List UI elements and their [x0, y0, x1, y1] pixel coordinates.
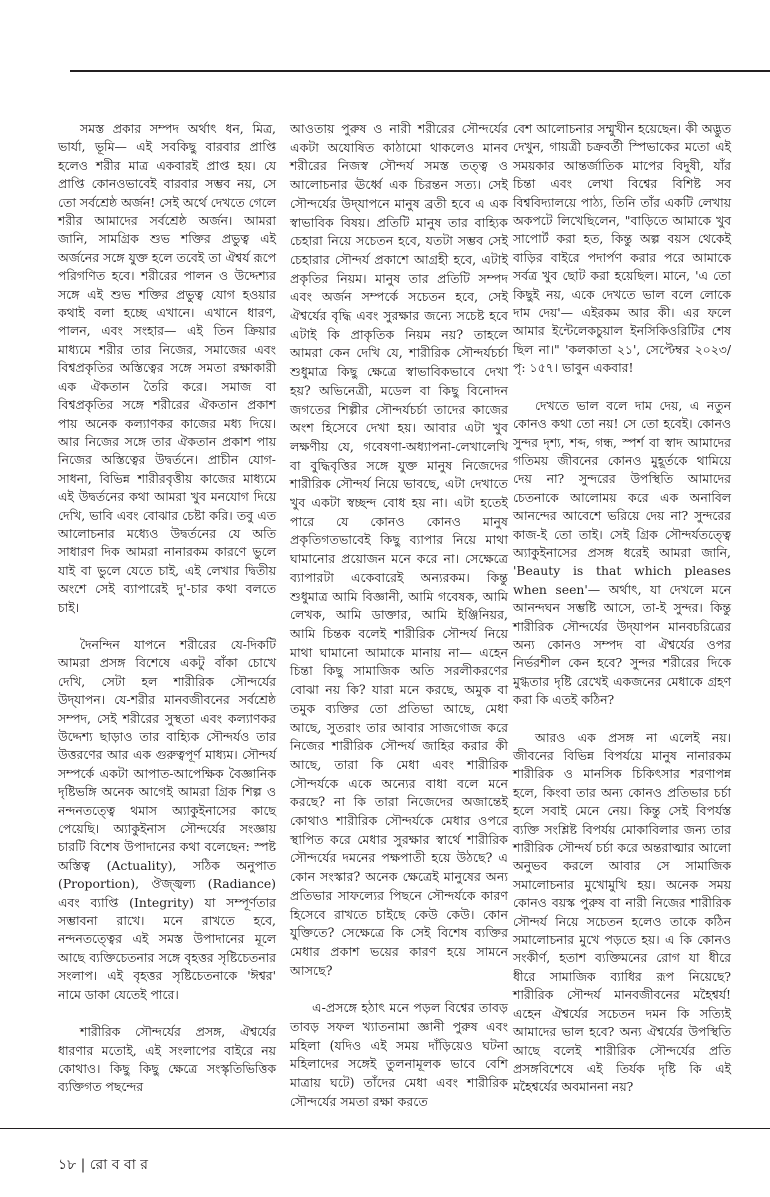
header-rule: [70, 70, 770, 72]
paragraph: সমস্ত প্রকার সম্পদ অর্থাৎ ধন, মিত্র, ভার্যা, ভূমি— এই সবকিছু বারবার প্রাপ্তি হলেও শরীর মাত্র একবারই প্রাপ্ত হয়। যে প্রাপ্তি কোনওভাবেই বারবার সম্ভব নয়, সে তো সর্বশ্রেষ্ঠ অর্জন! সেই অর্থে দেখতে গেলে শরীর আমাদের সর্বশ্রেষ্ঠ অর্জন। আমরা জানি, সামগ্রিক শুভ শক্তির প্রভুত্ব এই অর্জনের সঙ্গে যুক্ত হলে তবেই তা ঐশ্বর্য রূপে পরিগণিত হবে। শরীরের পালন ও উদ্দেশ্যর সঙ্গে এই শুভ শক্তির প্রভুত্ব যোগ হওয়ার কথাই বলা হচ্ছে এখানে। এখানে ধারণ, পালন, এবং সংহার— এই তিন ক্রিয়ার মাধ্যমে শরীর তার নিজের, সমাজের এবং বিশ্বপ্রকৃতির অস্তিত্বের সঙ্গে সমতা রক্ষাকারী এক ঐকতান তৈরি করে। সমাজ বা বিশ্বপ্রকৃতির সঙ্গে শরীরের ঐকতান প্রকাশ পায় অনেক কল্যাণকর কাজের মধ্য দিয়ে। আর নিজের সঙ্গে তার ঐকতান প্রকাশ পায় নিজের অস্তিত্বের উদ্বর্তনে। প্রাচীন যোগ-সাধনা, বিভিন্ন শারীরবৃত্তীয় কাজের মাধ্যমে এই উদ্বর্তনের কথা আমরা খুব মনযোগ দিয়ে দেখি, ভাবি এবং বোঝার চেষ্টা করি। তবু এত আলোচনার মধ্যেও উদ্বর্তনের যে অতি সাধারণ দিক আমরা নানারকম কারণে ভুলে যাই বা ভুলে যেতে চাই, এই লেখার দ্বিতীয় অংশে সেই ব্যাপারেই দু'-চার কথা বলতে চাই।: [58, 121, 276, 615]
text-column-3: [513, 120, 731, 1097]
page-number: ১৮: [58, 1157, 77, 1173]
text-column-1: [58, 120, 276, 1097]
paragraph: এ-প্রসঙ্গে হঠাৎ মনে পড়ল বিশ্বের তাবড় তাবড় সফল খ্যাতনামা জ্ঞানী পুরুষ এবং মহিলা (যদিও এই সময় দাঁড়িয়েও ঘটনা মহিলাদের সঙ্গেই তুলনামূলক ভাবে বেশি মাত্রায় ঘটে) তাঁদের মেধা এবং শারীরিক সৌন্দর্যের সমতা রক্ষা করতে: [290, 1000, 508, 1109]
text-column-2: [290, 120, 508, 1112]
paragraph: বেশ আলোচনার সম্মুখীন হয়েছেন। কী অদ্ভুত দেখুন, গায়ত্রী চক্রবর্তী স্পিভাকের মতো এই সময়কার আন্তর্জাতিক মাপের বিদুষী, যাঁর চিন্তা এবং লেখা বিশ্বের বিশিষ্ট সব বিশ্ববিদ্যালয়ে পাঠ্য, তিনি তাঁর একটি লেখায় অকপটে লিখেছিলেন, "বাড়িতে আমাকে খুব সাপোর্ট করা হত, কিন্তু অল্প বয়স থেকেই বাড়ির বাইরে পদার্পণ করার পরে আমাকে সর্বত্র খুব ছোট করা হয়েছিল। মানে, 'এ তো কিছুই নয়, একে দেখতে ভাল বলে লোকে দাম দেয়'— এইরকম আর কী। এর ফলে আমার ইন্টেলেকচুয়াল ইনসিকিওরিটির শেষ ছিল না।" 'কলকাতা ২১', সেপ্টেম্বর ২০২৩/পৃ: ১৫৭। ভাবুন একবার!: [513, 121, 731, 376]
paragraph: আরও এক প্রসঙ্গ না এলেই নয়। জীবনের বিভিন্ন বিপর্যয়ে মানুষ নানারকম শারীরিক ও মানসিক চিকিৎসার শরণাপন্ন হলে, কিংবা তার অন্য কোনও প্রতিভার চর্চা হলে সবাই মেনে নেয়। কিন্তু সেই বিপর্যস্ত ব্যক্তি সংশ্লিষ্ট বিপর্যয় মোকাবিলার জন্য তার শারীরিক সৌন্দর্য চর্চা করে অন্তরাত্মার আলো অনুভব করলে আবার সে সামাজিক সমালোচনার মুখোমুখি হয়। অনেক সময় কোনও বয়স্ক পুরুষ বা নারী নিজের শারীরিক সৌন্দর্য নিয়ে সচেতন হলেও তাকে কঠিন সমালোচনার মুখে পড়তে হয়। এ কি কোনও সংকীর্ণ, হতাশ ব্যক্তিমনের রোগ যা ধীরে ধীরে সামাজিক ব্যাধির রূপ নিয়েছে? শারীরিক সৌন্দর্য মানবজীবনের মহৈশ্বর্য! এহেন ঐশ্বর্যের সচেতন দমন কি সত্যিই আমাদের ভাল হবে? অন্য ঐশ্বর্যের উপস্থিতি আছে বলেই শারীরিক সৌন্দর্যের প্রতি প্রসঙ্গবিশেষে এই তির্যক দৃষ্টি কি এই মহৈশ্বর্যের অবমাননা নয়?: [513, 729, 731, 1095]
footer-rule: [0, 1128, 770, 1129]
footer-separator: |: [80, 1157, 86, 1173]
paragraph: দেখতে ভাল বলে দাম দেয়, এ নতুন কোনও কথা তো নয়! সে তো হবেই। কোনও সুন্দর দৃশ্য, শব্দ, গন্ধ, স্পর্শ বা স্বাদ আমাদের গতিময় জীবনের কোনও মুহূর্তকে থামিয়ে দেয় না? সুন্দরের উপস্থিতি আমাদের চেতনাকে আলোময় করে এক অনাবিল আনন্দের আবেশে ভরিয়ে দেয় না? সুন্দরের কাজ-ই তো তাই। সেই গ্রিক সৌন্দর্যতত্ত্বে অ্যাকুইনাসের প্রসঙ্গ ধরেই আমরা জানি, 'Beauty is that which pleases when seen'— অর্থাৎ, যা দেখলে মনে আনন্দঘন সম্ভষ্টি আসে, তা-ই সুন্দর। কিন্তু শারীরিক সৌন্দর্যের উদ্‌যাপন মানবচরিত্রের অন্য কোনও সম্পদ বা ঐশ্বর্যের ওপর নির্ভরশীল কেন হবে? সুন্দর শরীরের দিকে মুগ্ধতার দৃষ্টি রেখেই একজনের মেধাকে গ্রহণ করা কি এতই কঠিন?: [513, 397, 731, 708]
paragraph: আওতায় পুরুষ ও নারী শরীরের সৌন্দর্যের একটা অযোষিত কাঠামো থাকলেও মানব শরীরের নিজস্ব সৌন্দর্য সমস্ত তত্ত্ব ও আলোচনার ঊর্ধ্বে এক চিরন্তন সত্য। সেই সৌন্দর্যের উদ্‌যাপনে মানুষ ব্রতী হবে এ এক স্বাভাবিক বিষয়। প্রতিটি মানুষ তার বাহ্যিক চেহারা নিয়ে সচেতন হবে, যতটা সম্ভব সেই চেহারার সৌন্দর্য প্রকাশে আগ্রহী হবে, এটাই প্রকৃতির নিয়ম। মানুষ তার প্রতিটি সম্পদ এবং অর্জন সম্পর্কে সচেতন হবে, সেই ঐশ্বর্যের বৃদ্ধি এবং সুরক্ষার জন্যে সচেষ্ট হবে এটাই কি প্রাকৃতিক নিয়ম নয়? তাহলে আমরা কেন দেখি যে, শারীরিক সৌন্দর্যচর্চা শুধুমাত্র কিছু ক্ষেত্রে স্বাভাবিকভাবে দেখা হয়? অভিনেত্রী, মডেল বা কিছু বিনোদন জগতের শিল্পীর সৌন্দর্যচর্চা তাদের কাজের অংশ হিসেবে দেখা হয়। আবার এটা খুব লক্ষণীয় যে, গবেষণা-অধ্যাপনা-লেখালেখি বা বুদ্ধিবৃত্তির সঙ্গে যুক্ত মানুষ নিজেদের শারীরিক সৌন্দর্য নিয়ে ভাবছে, এটা দেখাতে খুব একটা স্বচ্ছন্দ বোধ হয় না। এটা হতেই পারে যে কোনও কোনও মানুষ প্রকৃতিগতভাবেই কিছু ব্যাপার নিয়ে মাথা ঘামানোর প্রয়োজন মনে করে না। সেক্ষেত্রে ব্যাপারটা একেবারেই অন্যরকম। কিন্তু শুধুমাত্র আমি বিজ্ঞানী, আমি গবেষক, আমি লেখক, আমি ডাক্তার, আমি ইঞ্জিনিয়র, আমি চিন্তক বলেই শারীরিক সৌন্দর্য নিয়ে মাথা ঘামানো আমাকে মানায় না— এহেন চিন্তা কিছু সামাজিক অতি সরলীকরণের বোঝা নয় কি? যারা মনে করছে, অমুক বা তমুক ব্যক্তির তো প্রতিভা আছে, মেধা আছে, সুতরাং তার আবার সাজগোজ করে নিজের শারীরিক সৌন্দর্য জাহির করার কী আছে, তারা কি মেধা এবং শারীরিক সৌন্দর্যকে একে অন্যের বাধা বলে মনে করছে? না কি তারা নিজেদের অজান্তেই কোথাও শারীরিক সৌন্দর্যকে মেধার ওপরে স্থাপিত করে মেধার সুরক্ষার স্বার্থে শারীরিক সৌন্দর্যের দমনের পক্ষপাতী হয়ে উঠছে? এ কোন সংস্কার? অনেক ক্ষেত্রেই মানুষের অন্য প্রতিভার সাফল্যের পিছনে সৌন্দর্যকে কারণ হিসেবে রাখতে চাইছে কেউ কেউ। কোন যুক্তিতে? সেক্ষেত্রে কি সেই বিশেষ ব্যক্তির মেধার প্রকাশ ভয়ের কারণ হয়ে সামনে আসছে?: [290, 121, 508, 978]
paragraph: শারীরিক সৌন্দর্যের প্রসঙ্গ, ঐশ্বর্যের ধারণার মতোই, এই সংলাপের বাইরে নয় কোথাও। কিছু কিছু ক্ষেত্রে সংস্কৃতিভিত্তিক ব্যক্তিগত পছন্দের: [58, 1024, 276, 1095]
page-footer: [58, 1153, 148, 1177]
paragraph: দৈনন্দিন যাপনে শরীরের যে-দিকটি আমরা প্রসঙ্গ বিশেষে একটু বাঁকা চোখে দেখি, সেটা হল শারীরিক সৌন্দর্যের উদ্‌যাপন। যে-শরীর মানবজীবনের সর্বশ্রেষ্ঠ সম্পদ, সেই শরীরের সুস্থতা এবং কল্যাণকর উদ্দেশ্য ছাড়াও তার বাহ্যিক সৌন্দর্যও তার উত্তরণের আর এক গুরুত্বপূর্ণ মাধ্যম। সৌন্দর্য সম্পর্কে একটা আপাত-আপেক্ষিক বৈজ্ঞানিক দৃষ্টিভঙ্গি অনেক আগেই আমরা গ্রিক শিল্প ও নন্দনতত্ত্বে থমাস অ্যাকুইনাসের কাছে পেয়েছি। অ্যাকুইনাস সৌন্দর্যের সংজ্ঞায় চারটি বিশেষ উপাদানের কথা বলেছেন: স্পষ্ট অস্তিত্ব (Actuality), সঠিক অনুপাত (Proportion), ঔজ্জ্বল্য (Radiance) এবং ব্যাপ্তি (Integrity) যা সম্পূর্ণতার সম্ভাবনা রাখে। মনে রাখতে হবে, নন্দনতত্ত্বের এই সমস্ত উপাদানের মূলে আছে ব্যক্তিচেতনার সঙ্গে বৃহত্তর সৃষ্টিচেতনার সংলাপ। এই বৃহত্তর সৃষ্টিচেতনাকে 'ঈশ্বর' নামে ডাকা যেতেই পারে।: [58, 636, 276, 1002]
magazine-name: রো ব বা র: [89, 1157, 148, 1173]
